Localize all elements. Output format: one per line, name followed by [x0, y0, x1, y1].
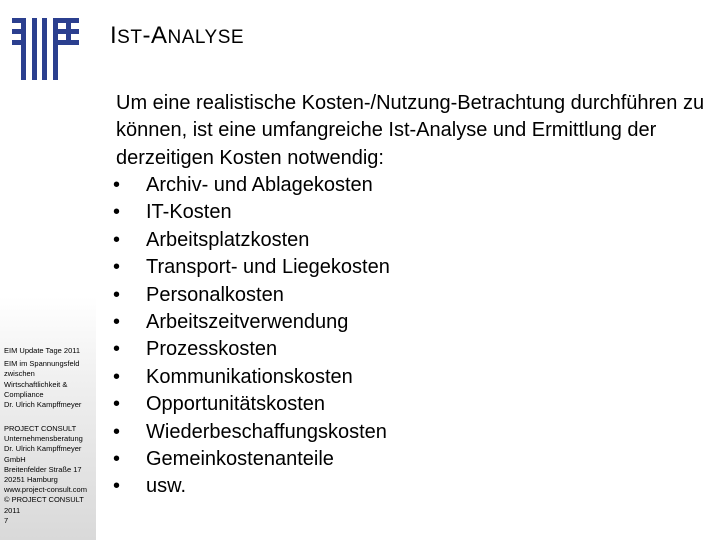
bullet-icon: • [113, 174, 121, 196]
sidebar-event-line: EIM im Spannungsfeld [4, 359, 80, 369]
bullet-icon: • [113, 228, 121, 251]
list-item: • Personalkosten [116, 282, 390, 309]
list-item: • Opportunitätskosten [116, 391, 390, 418]
bullet-icon: • [113, 311, 121, 334]
list-item: • Gemeinkostenanteile [116, 446, 390, 473]
bullet-icon: • [113, 201, 121, 224]
sidebar-company-line: Breitenfelder Straße 17 [4, 464, 82, 474]
sidebar-year: 2011 [4, 505, 21, 515]
bullet-icon: • [113, 475, 121, 498]
sidebar-company-line: GmbH [4, 454, 26, 464]
intro-text: Um eine realistische Kosten-/Nutzung-Betrachtung durchführen zu können, ist eine umfangreiche Ist-Analyse und Ermittlung der derzeitigen Kosten notwendig: [116, 92, 705, 169]
bullet-icon: • [113, 420, 121, 443]
sidebar-company-line: Unternehmensberatung [4, 434, 83, 444]
bullet-icon: • [113, 256, 121, 279]
bullet-icon: • [113, 283, 121, 306]
page-title: IST-ANALYSE [110, 22, 245, 49]
list-item: • Arbeitsplatzkosten [116, 227, 390, 254]
bullet-icon: • [113, 393, 121, 416]
sidebar-company-info [4, 424, 87, 526]
list-item: • Transport- und Liegekosten [116, 254, 390, 281]
sidebar-company-line: PROJECT CONSULT [4, 424, 77, 433]
list-item: • Wiederbeschaffungskosten [116, 419, 390, 446]
sidebar-event-line: EIM Update Tage 2011 [4, 346, 81, 355]
cost-list [113, 172, 390, 501]
list-item: • usw. [116, 473, 390, 500]
sidebar-event-line: Dr. Ulrich Kampffmeyer [4, 400, 82, 410]
bullet-icon: • [113, 448, 121, 471]
sidebar-company-url: www.project-consult.com [4, 485, 87, 495]
bullet-icon: • [113, 338, 121, 361]
project-consult-logo-icon [12, 18, 80, 80]
sidebar-event-line: Compliance [4, 389, 44, 399]
bullet-icon: • [113, 365, 121, 388]
sidebar-event-line: Wirtschaftlichkeit & [4, 379, 68, 389]
list-item: • Prozesskosten [116, 336, 390, 363]
sidebar-company-line: Dr. Ulrich Kampffmeyer [4, 444, 82, 454]
sidebar-event-line: zwischen [4, 369, 35, 379]
page-number: 7 [4, 515, 9, 525]
list-item: • IT-Kosten [116, 199, 390, 226]
sidebar-event-info [4, 346, 81, 410]
sidebar [0, 0, 96, 540]
sidebar-copyright: © PROJECT CONSULT [4, 495, 84, 505]
list-item: • Arbeitszeitverwendung [116, 309, 390, 336]
list-item: • Kommunikationskosten [116, 364, 390, 391]
list-item: • Archiv- und Ablagekosten [116, 172, 390, 199]
sidebar-company-line: 20251 Hamburg [4, 475, 58, 485]
